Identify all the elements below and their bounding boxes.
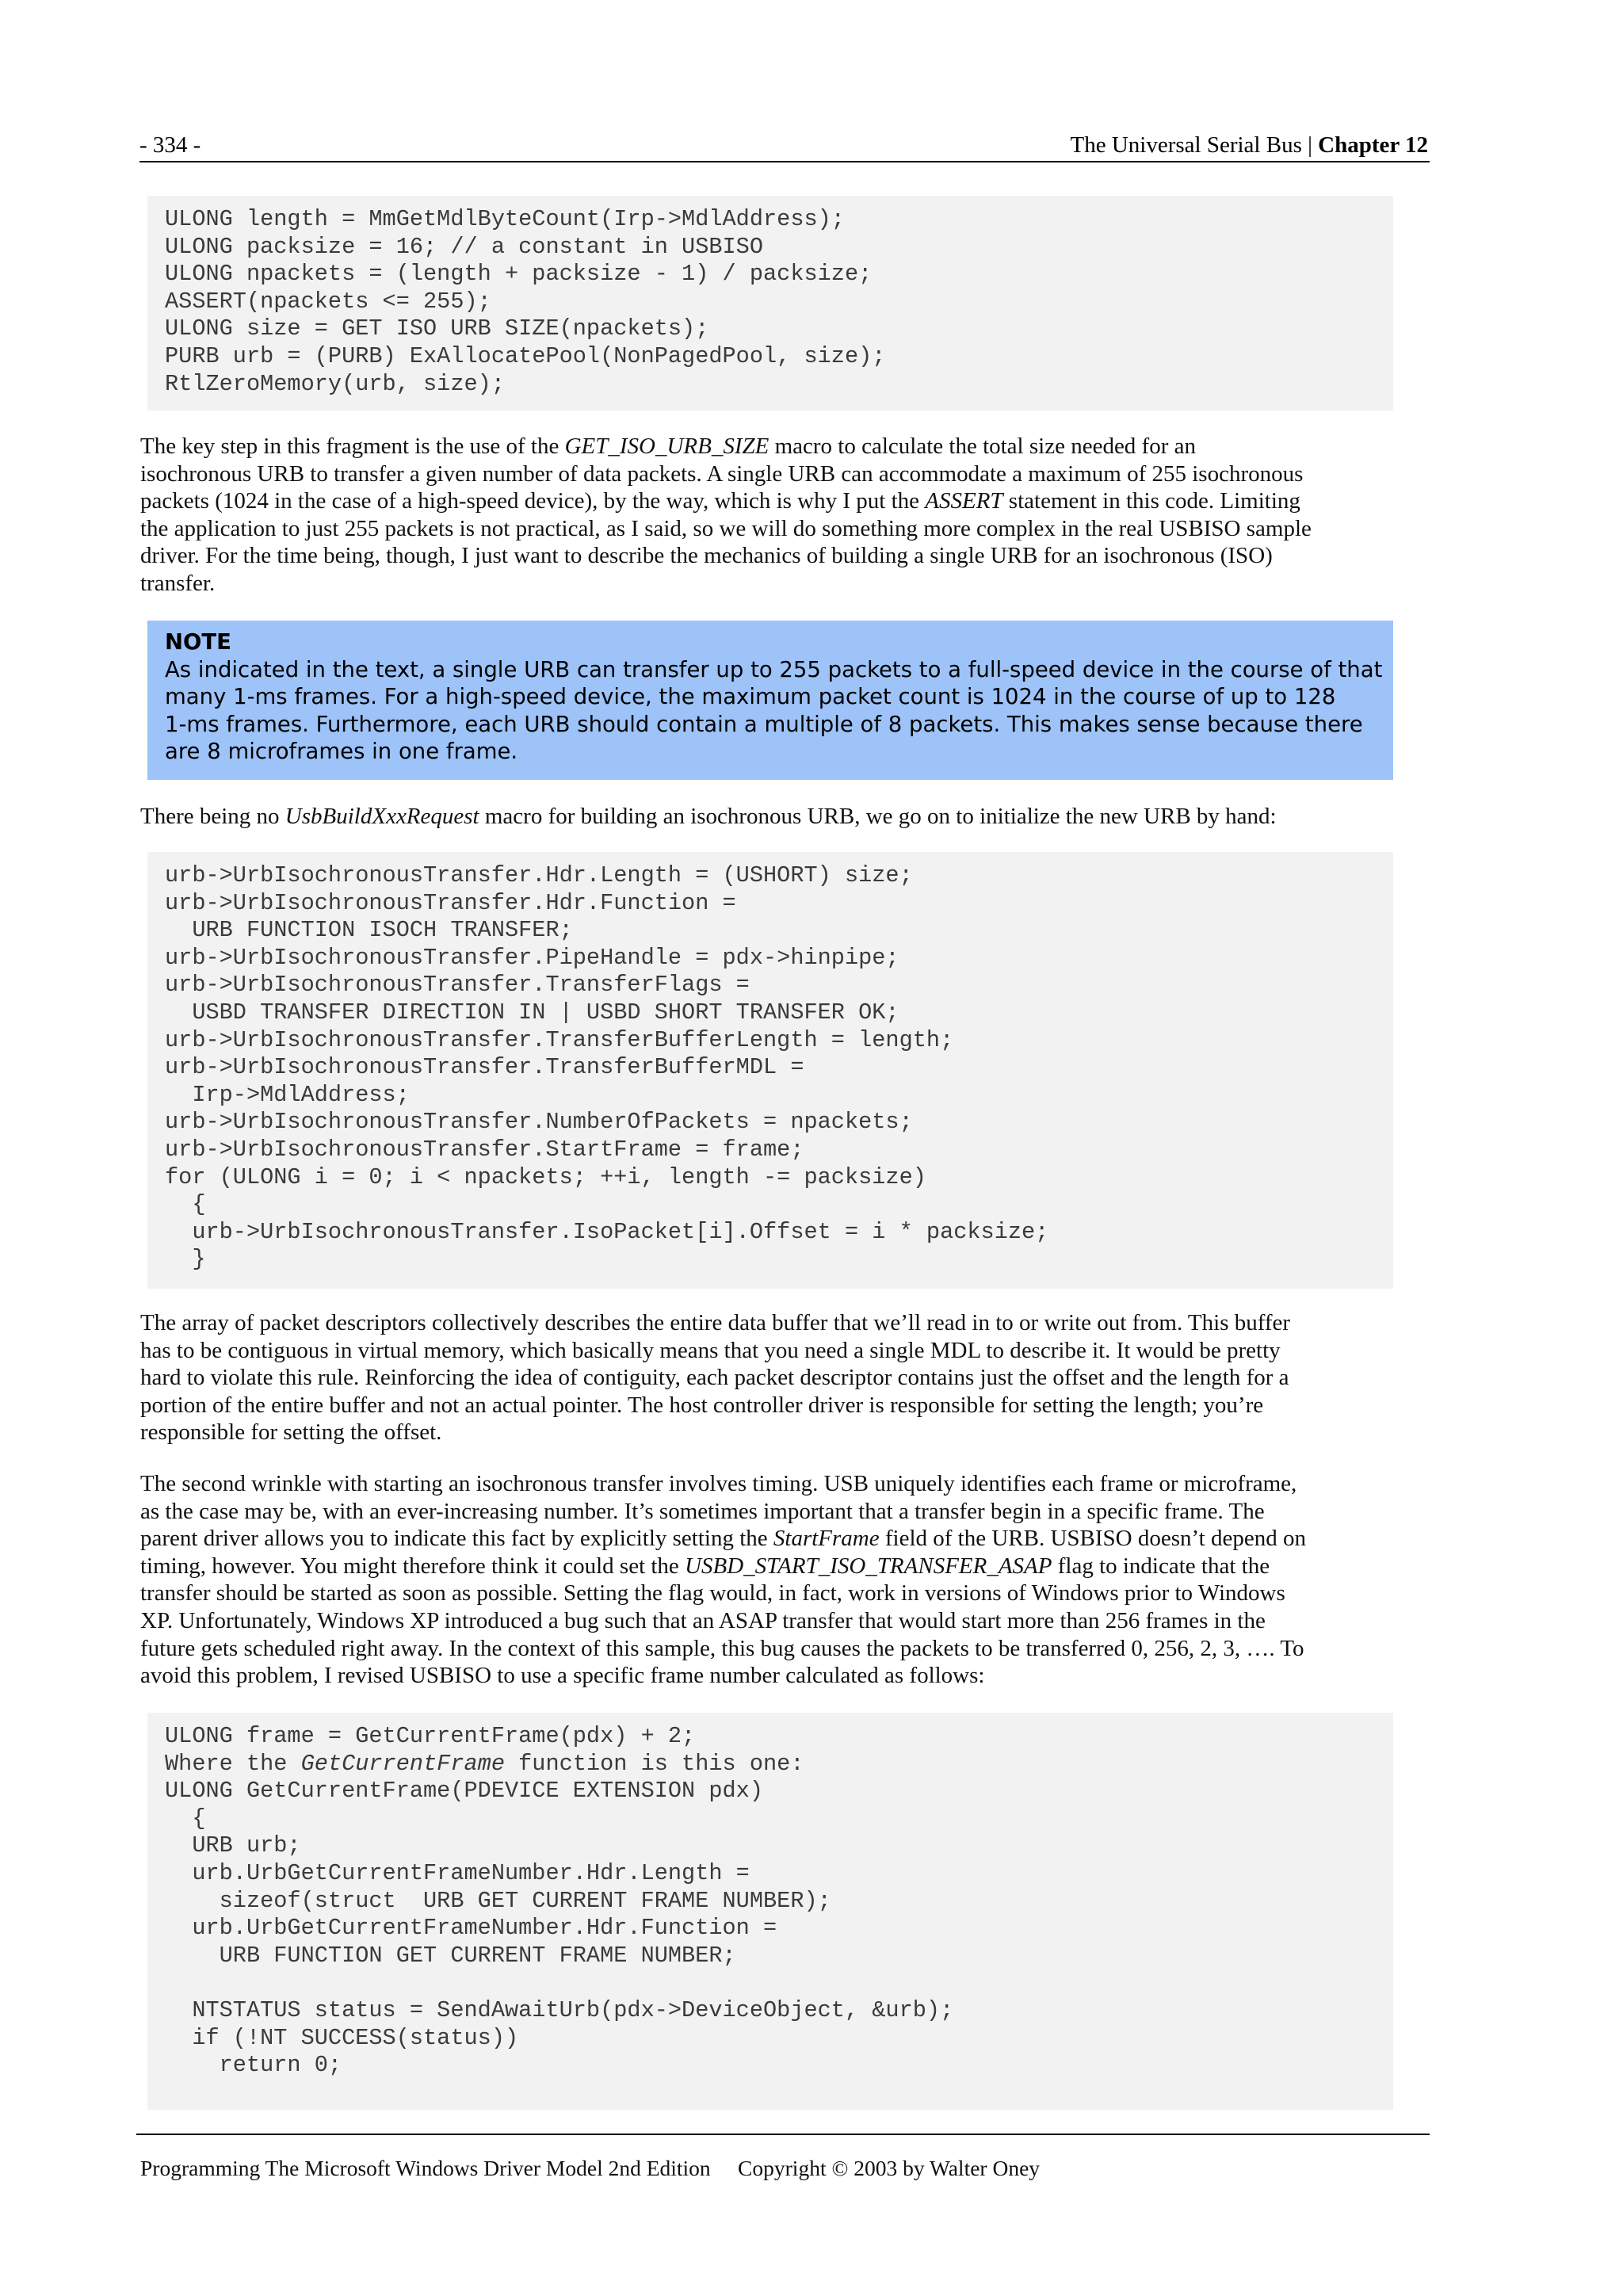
text-run: return 0; (165, 2052, 342, 2079)
text-line (140, 1392, 1404, 1419)
page-header (139, 129, 1428, 161)
code-line: urb->UrbIsochronousTransfer.TransferBufferMDL = (165, 1054, 804, 1081)
code-line: urb->UrbIsochronousTransfer.Hdr.Length = (USHORT) size; (165, 862, 913, 888)
code-line (165, 1832, 1393, 1860)
code-line: ULONG packsize = 16; // a constant in USBISO (165, 233, 763, 260)
text-line (140, 1498, 1404, 1526)
text-run: sizeof(struct URB GET CURRENT FRAME NUMBER); (165, 1887, 831, 1914)
code-line: urb->UrbIsochronousTransfer.PipeHandle = pdx->hinpipe; (165, 944, 899, 971)
text-run: URB urb; (165, 1832, 301, 1859)
text-run: future gets scheduled right away. In the context of this sample, this bug causes the packets to be transferred 0, 256, 2, 3, …. To (140, 1635, 1304, 1661)
code-line: RtlZeroMemory(urb, size); (165, 370, 505, 397)
text-run: driver. For the time being, though, I just want to describe the mechanics of building a single URB for an isochronous (ISO) (140, 543, 1273, 569)
code-line: URB FUNCTION ISOCH TRANSFER; (165, 917, 573, 944)
text-run: the application to just 255 packets is not practical, as I said, so we will do something more complex in the real USBISO sample (140, 515, 1312, 541)
code-line (165, 1997, 1393, 2025)
code-line: PURB urb = (PURB) ExAllocatePool(NonPagedPool, size); (165, 342, 886, 369)
text-line (140, 1337, 1404, 1365)
text-run: statement in this code. Limiting (1002, 488, 1300, 514)
page-footer: Programming The Microsoft Windows Driver Model 2nd Edition Copyright © 2003 by Walter Oney (140, 2156, 1041, 2180)
code-line: urb->UrbIsochronousTransfer.StartFrame = frame; (165, 1136, 804, 1163)
code-line: ULONG npackets = (length + packsize - 1) / packsize; (165, 261, 873, 288)
note-title: NOTE (165, 629, 231, 655)
note-line: are 8 microframes in one frame. (165, 739, 518, 765)
text-run: field of the URB. USBISO doesn’t depend on (879, 1526, 1306, 1552)
code-line (165, 1751, 1393, 1778)
code-line: urb->UrbIsochronousTransfer.Hdr.Function = (165, 889, 736, 916)
note-line: As indicated in the text, a single URB can transfer up to 255 packets to a full-speed device in the course of that (165, 656, 1383, 682)
text-line (140, 1607, 1404, 1635)
code-line: urb->UrbIsochronousTransfer.IsoPacket[i].Offset = i * packsize; (165, 1218, 1049, 1245)
code-block-2 (147, 852, 1393, 1289)
chapter-prefix: The Universal Serial Bus | (1070, 132, 1319, 158)
text-run: ULONG frame = GetCurrentFrame(pdx) + 2; (165, 1723, 696, 1749)
text-run: function is this one: (504, 1750, 804, 1777)
text-run: if (!NT SUCCESS(status)) (165, 2024, 519, 2051)
code-line (165, 1805, 1393, 1833)
text-line (140, 1419, 1404, 1446)
note-line: many 1-ms frames. For a high-speed device, the maximum packet count is 1024 in the course of up to 128 (165, 684, 1336, 710)
text-line (140, 1364, 1404, 1392)
code-line: ULONG size = GET ISO URB SIZE(npackets); (165, 315, 709, 342)
note-box (147, 621, 1393, 780)
code-line: } (165, 1246, 206, 1273)
code-line: urb->UrbIsochronousTransfer.TransferFlags = (165, 972, 750, 999)
text-run: macro to calculate the total size needed for an (769, 434, 1196, 459)
paragraph-3 (140, 1309, 1404, 1446)
paragraph-2 (140, 803, 1404, 831)
text-line (140, 1309, 1404, 1337)
text-run: flag to indicate that the (1052, 1553, 1270, 1579)
text-run: hard to violate this rule. Reinforcing the idea of contiguity, each packet descriptor contains just the offset and the length for a (140, 1365, 1289, 1391)
paragraph-1 (140, 433, 1404, 598)
note-body (165, 656, 1393, 766)
emphasis-text: GET_ISO_URB_SIZE (564, 434, 769, 459)
text-run: { (165, 1805, 206, 1832)
text-line (140, 515, 1404, 543)
emphasis-text: ASSERT (925, 488, 1003, 514)
text-run: transfer should be started as soon as possible. Setting the flag would, in fact, work in versions of Windows prior to Windows (140, 1580, 1285, 1606)
text-run: The second wrinkle with starting an isochronous transfer involves timing. USB uniquely identifies each frame or microframe, (140, 1471, 1297, 1496)
paragraph-4 (140, 1470, 1404, 1690)
text-run: urb.UrbGetCurrentFrameNumber.Hdr.Function = (165, 1915, 777, 1942)
footer-rule (136, 2134, 1430, 2135)
text-run: portion of the entire buffer and not an actual pointer. The host controller driver is responsible for setting the length; you’re (140, 1392, 1264, 1418)
code-line (165, 1969, 1393, 1997)
header-rule (139, 161, 1430, 162)
code-line (165, 1778, 1393, 1805)
emphasis-text: USBD_START_ISO_TRANSFER_ASAP (685, 1553, 1052, 1579)
code-line (165, 1915, 1393, 1943)
text-run: isochronous URB to transfer a given number of data packets. A single URB can accommodate a maximum of 255 isochronous (140, 460, 1304, 487)
note-line: 1-ms frames. Furthermore, each URB should contain a multiple of 8 packets. This makes sense because there (165, 711, 1363, 737)
code-block-3 (147, 1713, 1393, 2110)
text-run: as the case may be, with an ever-increasing number. It’s sometimes important that a transfer begin in a specific frame. The (140, 1498, 1265, 1524)
text-run: macro for building an isochronous URB, we go on to initialize the new URB by hand: (479, 804, 1277, 829)
text-line (140, 1553, 1404, 1580)
emphasis-text: UsbBuildXxxRequest (285, 804, 479, 829)
code-line: { (165, 1191, 206, 1218)
chapter-label: Chapter 12 (1318, 132, 1428, 158)
text-run: packets (1024 in the case of a high-speed device), by the way, which is why I put the (140, 488, 926, 514)
code-line (165, 1860, 1393, 1888)
code-line: urb->UrbIsochronousTransfer.NumberOfPackets = npackets; (165, 1109, 913, 1136)
code-line: urb->UrbIsochronousTransfer.TransferBufferLength = length; (165, 1026, 954, 1053)
text-run: avoid this problem, I revised USBISO to use a specific frame number calculated as follows: (140, 1663, 985, 1689)
text-run: There being no (140, 804, 285, 829)
text-line (140, 433, 1404, 460)
text-line (140, 1470, 1404, 1498)
text-run: has to be contiguous in virtual memory, which basically means that you need a single MDL to describe it. It would be pretty (140, 1337, 1281, 1363)
text-line (140, 1635, 1404, 1663)
code-line (165, 1888, 1393, 1916)
text-line (140, 460, 1404, 488)
code-block-1 (147, 196, 1393, 411)
text-line (140, 1662, 1404, 1690)
text-line (140, 570, 1404, 598)
code-line: USBD TRANSFER DIRECTION IN | USBD SHORT TRANSFER OK; (165, 999, 899, 1026)
code-line (165, 2025, 1393, 2053)
text-run: responsible for setting the offset. (140, 1419, 442, 1446)
code-line: ASSERT(npackets <= 255); (165, 288, 491, 315)
text-line (140, 542, 1404, 570)
text-line (140, 1525, 1404, 1553)
text-run: URB FUNCTION GET CURRENT FRAME NUMBER; (165, 1942, 736, 1969)
chapter-title (1071, 132, 1428, 159)
page-number: - 334 - (139, 132, 201, 158)
text-run: parent driver allows you to indicate this fact by explicitly setting the (140, 1526, 773, 1552)
text-run: Where the (165, 1750, 301, 1777)
text-run: NTSTATUS status = SendAwaitUrb(pdx->DeviceObject, &urb); (165, 1996, 954, 2023)
text-line (140, 1580, 1404, 1607)
text-run: The array of packet descriptors collectively describes the entire data buffer that we’ll read in to or write out from. This buffer (140, 1310, 1291, 1335)
text-line (140, 803, 1404, 831)
text-run: ULONG GetCurrentFrame(PDEVICE EXTENSION pdx) (165, 1778, 763, 1805)
text-run: timing, however. You might therefore think it could set the (140, 1553, 685, 1579)
code-line: for (ULONG i = 0; i < npackets; ++i, length -= packsize) (165, 1163, 926, 1190)
code-line (165, 1723, 1393, 1751)
text-run: The key step in this fragment is the use of the (140, 434, 565, 459)
emphasis-text: StartFrame (773, 1526, 880, 1552)
text-run: urb.UrbGetCurrentFrameNumber.Hdr.Length = (165, 1859, 750, 1886)
code-line (165, 2052, 1393, 2080)
emphasis-text: GetCurrentFrame (300, 1750, 505, 1777)
code-line (165, 1943, 1393, 1970)
text-run: transfer. (140, 570, 216, 596)
text-run: XP. Unfortunately, Windows XP introduced a bug such that an ASAP transfer that would start more than 256 frames in the (140, 1607, 1266, 1633)
code-line: Irp->MdlAddress; (165, 1081, 410, 1108)
code-line: ULONG length = MmGetMdlByteCount(Irp->MdlAddress); (165, 206, 845, 232)
text-line (140, 487, 1404, 515)
